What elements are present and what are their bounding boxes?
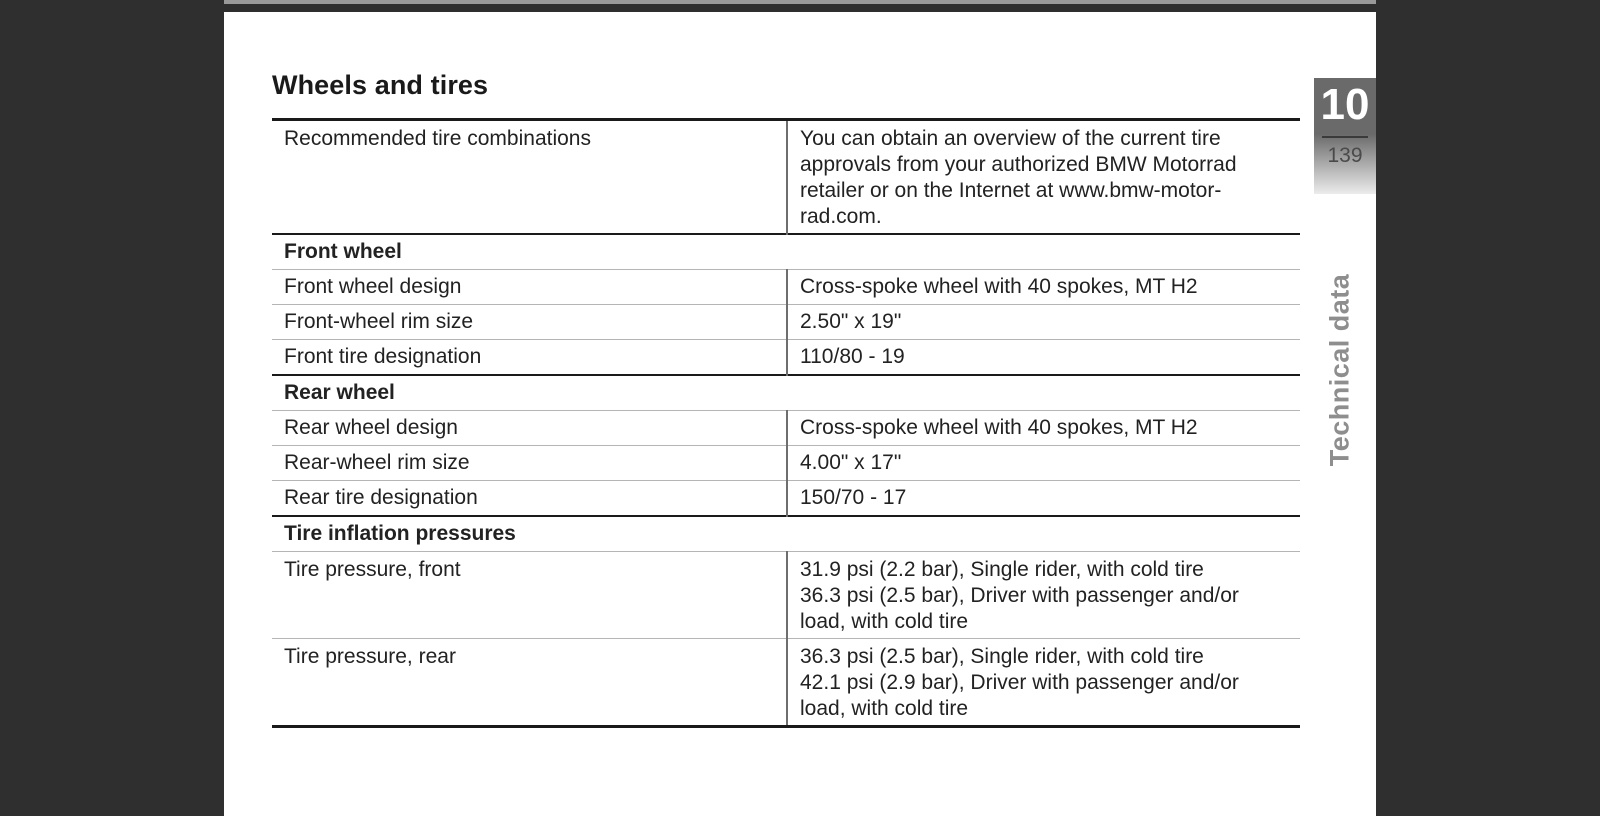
front-pressure-line-3: load, with cold tire — [800, 610, 969, 633]
rear-wheel-header-row — [272, 375, 1300, 411]
front-pressure-line-1: 31.9 psi (2.2 bar), Single rider, with cold tire — [800, 558, 1204, 581]
tire-pressure-front-label: Tire pressure, front — [272, 552, 787, 639]
document-page — [224, 12, 1376, 816]
section-title: Wheels and tires — [272, 70, 489, 100]
rear-pressure-line-1: 36.3 psi (2.5 bar), Single rider, with cold tire — [800, 645, 1204, 668]
table-row — [272, 270, 1300, 305]
rear-rim-size-value: 4.00" x 17" — [787, 446, 1300, 481]
recommended-line-4: rad.com. — [800, 205, 882, 228]
recommended-tire-label: Recommended tire combinations — [272, 120, 787, 235]
table-row — [272, 120, 1300, 235]
rear-wheel-design-label: Rear wheel design — [272, 411, 787, 446]
front-rim-size-label: Front-wheel rim size — [272, 305, 787, 340]
front-pressure-line-2: 36.3 psi (2.5 bar), Driver with passenger and/or — [800, 584, 1239, 607]
front-wheel-design-value: Cross-spoke wheel with 40 spokes, MT H2 — [787, 270, 1300, 305]
tire-pressure-front-value — [787, 552, 1300, 639]
rear-rim-size-label: Rear-wheel rim size — [272, 446, 787, 481]
rear-pressure-line-3: load, with cold tire — [800, 697, 969, 720]
chapter-tab — [1314, 78, 1376, 194]
table-row — [272, 340, 1300, 376]
recommended-tire-value — [787, 120, 1300, 235]
chapter-number: 10 — [1320, 80, 1370, 129]
recommended-line-2: approvals from your authorized BMW Motorrad — [800, 153, 1237, 176]
table-row — [272, 481, 1300, 517]
front-wheel-heading: Front wheel — [272, 234, 1300, 270]
recommended-line-3: retailer or on the Internet at www.bmw-motor- — [800, 179, 1222, 202]
front-rim-size-value: 2.50" x 19" — [787, 305, 1300, 340]
rear-pressure-line-2: 42.1 psi (2.9 bar), Driver with passenger and/or — [800, 671, 1239, 694]
front-tire-designation-value: 110/80 - 19 — [787, 340, 1300, 376]
tire-pressure-rear-value — [787, 639, 1300, 727]
table-row — [272, 446, 1300, 481]
recommended-line-1: You can obtain an overview of the current tire — [800, 127, 1221, 150]
front-wheel-header-row — [272, 234, 1300, 270]
rear-wheel-design-value: Cross-spoke wheel with 40 spokes, MT H2 — [787, 411, 1300, 446]
page-number: 139 — [1327, 144, 1363, 167]
table-row — [272, 411, 1300, 446]
viewer-toolbar-edge — [224, 0, 1376, 4]
chapter-divider — [1322, 136, 1368, 138]
tire-pressures-header-row — [272, 516, 1300, 552]
rear-tire-designation-value: 150/70 - 17 — [787, 481, 1300, 517]
wheels-tires-spec-table — [272, 118, 1300, 728]
table-row — [272, 552, 1300, 639]
rear-tire-designation-label: Rear tire designation — [272, 481, 787, 517]
side-chapter-heading: Technical data — [1324, 273, 1355, 467]
table-row — [272, 305, 1300, 340]
front-tire-designation-label: Front tire designation — [272, 340, 787, 376]
table-row — [272, 639, 1300, 727]
tire-pressure-rear-label: Tire pressure, rear — [272, 639, 787, 727]
front-wheel-design-label: Front wheel design — [272, 270, 787, 305]
tire-pressures-heading: Tire inflation pressures — [272, 516, 1300, 552]
rear-wheel-heading: Rear wheel — [272, 375, 1300, 411]
